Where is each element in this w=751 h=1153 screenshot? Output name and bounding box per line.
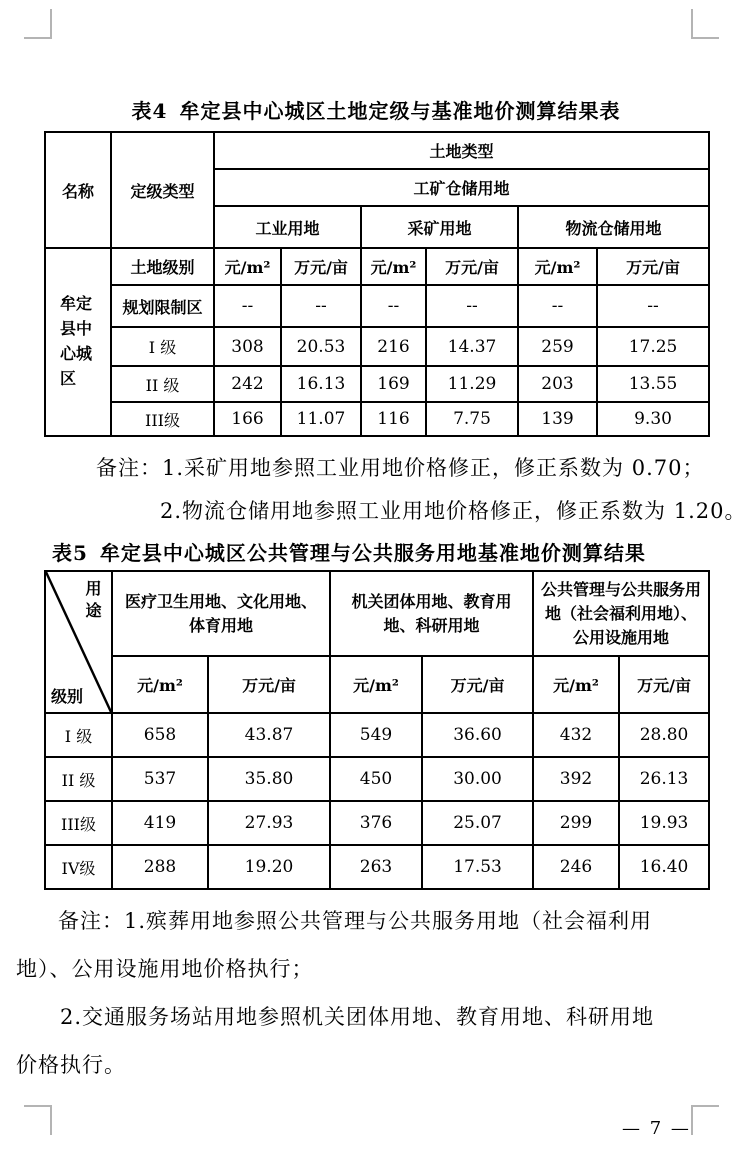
t5-cell: 658 xyxy=(112,713,208,757)
table-row xyxy=(45,248,709,285)
t4-header-group: 工矿仓储用地 xyxy=(214,169,709,206)
t5-cell: 28.80 xyxy=(619,713,709,757)
t4-cell: 元/m² xyxy=(518,248,597,285)
t5-cell: 419 xyxy=(112,801,208,845)
t4-cell: 11.07 xyxy=(281,402,361,436)
t5-unit-cell: 元/m² xyxy=(330,656,422,713)
t4-cell: 9.30 xyxy=(597,402,709,436)
t4-cell: -- xyxy=(281,285,361,327)
table-row xyxy=(45,801,709,845)
page-number: — 7 — xyxy=(622,1118,691,1139)
t5-cell: 432 xyxy=(533,713,619,757)
t5-corner-level-label: 级别 xyxy=(51,687,84,706)
t4-cell: 242 xyxy=(214,366,281,402)
table5-caption xyxy=(52,537,732,566)
table-row xyxy=(45,713,709,757)
t5-cell: 16.40 xyxy=(619,845,709,889)
t4-cell: 元/m² xyxy=(214,248,281,285)
t5-unit-cell: 万元/亩 xyxy=(208,656,330,713)
t5-cell: 25.07 xyxy=(422,801,533,845)
t5-cell: 288 xyxy=(112,845,208,889)
table5-note-line: 2.交通服务场站用地参照机关团体用地、教育用地、科研用地 xyxy=(60,1005,655,1029)
t4-cell: 万元/亩 xyxy=(281,248,361,285)
t4-cell: 元/m² xyxy=(361,248,426,285)
t5-cell: I 级 xyxy=(45,713,112,757)
table5-note-line: 备注：1.殡葬用地参照公共管理与公共服务用地（社会福利用 xyxy=(58,909,653,933)
t5-header-group-institutional: 机关团体用地、教育用地、科研用地 xyxy=(330,571,533,656)
t4-cell: -- xyxy=(214,285,281,327)
t4-cell: 7.75 xyxy=(426,402,518,436)
table4-caption-number: 表4 xyxy=(131,99,168,123)
t5-cell: 299 xyxy=(533,801,619,845)
t4-cell: -- xyxy=(426,285,518,327)
t5-cell: 246 xyxy=(533,845,619,889)
t5-cell: IV级 xyxy=(45,845,112,889)
t5-unit-cell: 万元/亩 xyxy=(619,656,709,713)
t4-cell: 139 xyxy=(518,402,597,436)
t4-header-land-type: 土地类型 xyxy=(214,132,709,169)
t4-cell: 308 xyxy=(214,327,281,366)
t4-cell: II 级 xyxy=(111,366,214,402)
t4-region-cell xyxy=(45,248,111,436)
t5-corner-cell xyxy=(45,571,112,713)
table4-land-grading xyxy=(44,131,710,437)
t4-header-mining: 采矿用地 xyxy=(361,206,518,248)
t4-cell: 116 xyxy=(361,402,426,436)
table-row xyxy=(45,402,709,436)
t5-cell: 19.20 xyxy=(208,845,330,889)
t4-cell: 203 xyxy=(518,366,597,402)
t4-header-logistics: 物流仓储用地 xyxy=(518,206,709,248)
t4-header-industrial: 工业用地 xyxy=(214,206,361,248)
t4-cell: I 级 xyxy=(111,327,214,366)
crop-mark-top-right xyxy=(691,9,719,39)
t5-cell: 26.13 xyxy=(619,757,709,801)
t5-cell: 450 xyxy=(330,757,422,801)
t5-header-group-public: 公共管理与公共服务用地（社会福利用地）、公用设施用地 xyxy=(533,571,709,656)
t5-cell: 30.00 xyxy=(422,757,533,801)
table5-caption-text: 牟定县中心城区公共管理与公共服务用地基准地价测算结果 xyxy=(99,541,646,565)
table-row xyxy=(45,845,709,889)
t4-cell: 11.29 xyxy=(426,366,518,402)
table-row xyxy=(45,366,709,402)
t4-region-text: 牟定县中心城区 xyxy=(60,294,93,388)
table-row xyxy=(45,132,709,169)
t4-cell: 万元/亩 xyxy=(426,248,518,285)
t4-cell: 规划限制区 xyxy=(111,285,214,327)
table4-caption-text: 牟定县中心城区土地定级与基准地价测算结果表 xyxy=(179,99,621,123)
t4-cell: 16.13 xyxy=(281,366,361,402)
t4-cell: 万元/亩 xyxy=(597,248,709,285)
t5-cell: 35.80 xyxy=(208,757,330,801)
t4-header-grading-type: 定级类型 xyxy=(111,132,214,248)
t5-unit-cell: 万元/亩 xyxy=(422,656,533,713)
table5-caption-number: 表5 xyxy=(52,541,88,565)
t4-cell: 166 xyxy=(214,402,281,436)
t5-cell: 43.87 xyxy=(208,713,330,757)
t5-cell: 392 xyxy=(533,757,619,801)
table-row xyxy=(45,327,709,366)
t4-cell: 169 xyxy=(361,366,426,402)
t4-cell: 259 xyxy=(518,327,597,366)
t5-cell: 376 xyxy=(330,801,422,845)
t5-cell: 17.53 xyxy=(422,845,533,889)
table-row xyxy=(45,656,709,713)
t5-cell: 537 xyxy=(112,757,208,801)
t4-cell: III级 xyxy=(111,402,214,436)
t4-cell: 216 xyxy=(361,327,426,366)
t5-unit-cell: 元/m² xyxy=(112,656,208,713)
table5-note-line: 价格执行。 xyxy=(16,1053,126,1077)
t5-unit-cell: 元/m² xyxy=(533,656,619,713)
t5-cell: III级 xyxy=(45,801,112,845)
table4-note-line: 2.物流仓储用地参照工业用地价格修正，修正系数为 1.20。 xyxy=(160,499,747,523)
t4-header-name: 名称 xyxy=(45,132,111,248)
table5-public-service-land xyxy=(44,570,710,890)
t5-cell: II 级 xyxy=(45,757,112,801)
table-row xyxy=(45,757,709,801)
t5-cell: 27.93 xyxy=(208,801,330,845)
crop-mark-bottom-left xyxy=(24,1105,52,1135)
table4-note-line: 备注：1.采矿用地参照工业用地价格修正，修正系数为 0.70； xyxy=(96,456,705,480)
crop-mark-top-left xyxy=(24,9,52,39)
t5-cell: 19.93 xyxy=(619,801,709,845)
t4-cell: 17.25 xyxy=(597,327,709,366)
t4-cell: 14.37 xyxy=(426,327,518,366)
t5-cell: 549 xyxy=(330,713,422,757)
t5-cell: 263 xyxy=(330,845,422,889)
table5-note-line: 地）、公用设施用地价格执行； xyxy=(16,957,314,981)
t4-cell: -- xyxy=(361,285,426,327)
t5-corner-use-label: 用途 xyxy=(83,580,102,624)
t4-cell: 13.55 xyxy=(597,366,709,402)
table-row xyxy=(45,571,709,656)
t5-cell: 36.60 xyxy=(422,713,533,757)
t4-cell: -- xyxy=(518,285,597,327)
crop-mark-bottom-right xyxy=(691,1105,719,1135)
table4-caption xyxy=(44,95,708,124)
t4-cell: -- xyxy=(597,285,709,327)
t5-header-group-medical: 医疗卫生用地、文化用地、体育用地 xyxy=(112,571,330,656)
t4-cell: 20.53 xyxy=(281,327,361,366)
t4-cell: 土地级别 xyxy=(111,248,214,285)
table-row xyxy=(45,285,709,327)
